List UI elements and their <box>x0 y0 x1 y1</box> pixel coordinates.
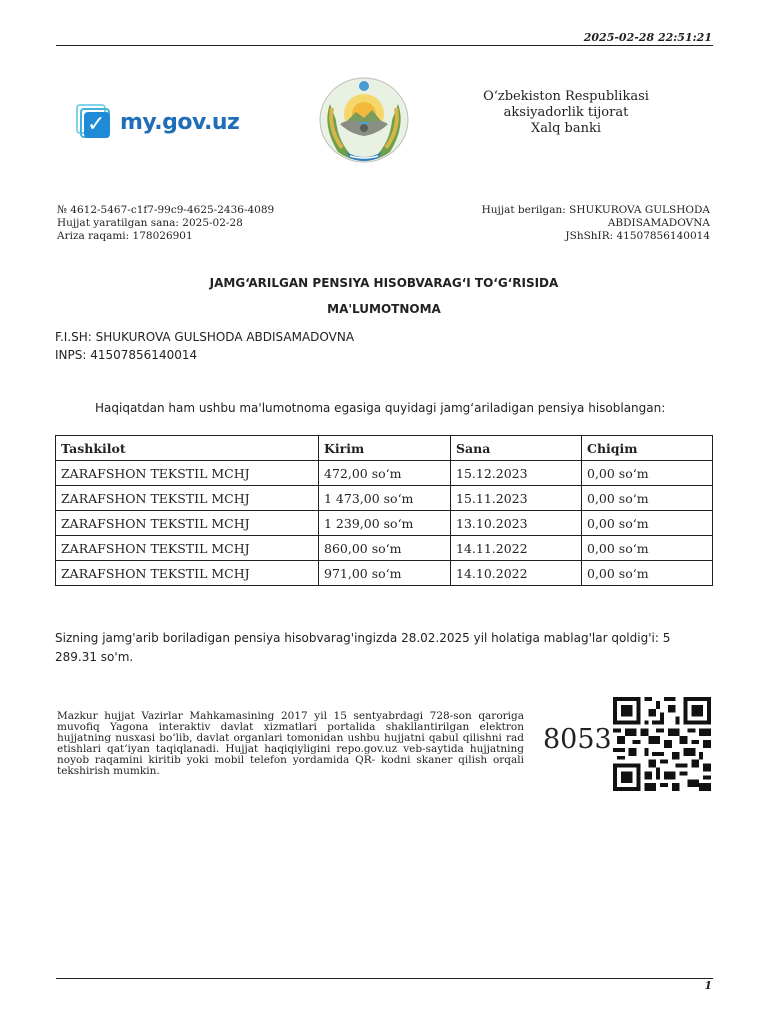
header-expense: Chiqim <box>582 436 713 461</box>
created-date: Hujjat yaratilgan sana: 2025-02-28 <box>57 217 243 229</box>
checkbox-icon: ✓ <box>76 104 112 140</box>
cell-date: 14.11.2022 <box>451 536 582 561</box>
state-emblem-icon <box>316 74 412 166</box>
cell-income: 1 473,00 so‘m <box>319 486 451 511</box>
bank-name <box>480 89 652 137</box>
cell-date: 14.10.2022 <box>451 561 582 586</box>
cell-organization: ZARAFSHON TEKSTIL MCHJ <box>56 511 319 536</box>
cell-date: 15.12.2023 <box>451 461 582 486</box>
bottom-divider <box>56 978 713 979</box>
bank-line-1: O‘zbekiston Respublikasi <box>483 89 649 104</box>
cell-date: 13.10.2023 <box>451 511 582 536</box>
cell-income: 472,00 so‘m <box>319 461 451 486</box>
intro-text: Haqiqatdan ham ushbu ma'lumotnoma egasiga quyidagi jamg‘ariladigan pensiya hisoblangan: <box>95 401 666 415</box>
bank-line-3: Xalq banki <box>530 121 602 136</box>
table-row <box>56 461 713 486</box>
cell-income: 860,00 so‘m <box>319 536 451 561</box>
cell-organization: ZARAFSHON TEKSTIL MCHJ <box>56 486 319 511</box>
header-income: Kirim <box>319 436 451 461</box>
header-organization: Tashkilot <box>56 436 319 461</box>
application-number: Ariza raqami: 178026901 <box>57 230 193 242</box>
full-name: F.I.SH: SHUKUROVA GULSHODA ABDISAMADOVNA <box>55 330 355 344</box>
pension-records-table <box>55 435 713 586</box>
top-divider <box>56 45 713 46</box>
cell-expense: 0,00 so‘m <box>582 511 713 536</box>
table-row <box>56 486 713 511</box>
bank-line-2: aksiyadorlik tijorat <box>503 105 629 120</box>
document-number: № 4612-5467-c1f7-99c9-4625-2436-4089 <box>57 204 275 216</box>
document-title: JAMG‘ARILGAN PENSIYA HISOBVARAG‘I TO‘G‘RISIDA <box>209 276 559 290</box>
legal-notice: Mazkur hujjat Vazirlar Mahkamasining 2017 yil 15 sentyabrdagi 728-son qaroriga muvofiq Yagona interaktiv davlat xizmatlari portalida shakllantirilgan elektron hujjatning nusxasi bo‘lib, davlat organlari tomonidan ushbu hujjatni qabul qilishni rad etishlari qat’iyan taqiqlanadi. Hujjat haqiqiyligini repo.gov.uz veb-saytida hujjatning noyob raqamini kiritib yoki mobil telefon yordamida QR- kodni skaner qilish orqali tekshirish mumkin. <box>57 710 524 777</box>
cell-organization: ZARAFSHON TEKSTIL MCHJ <box>56 561 319 586</box>
page-number: 1 <box>704 979 712 992</box>
issued-to-line-2: ABDISAMADOVNA <box>607 217 710 229</box>
jshshir: JShShIR: 41507856140014 <box>565 230 710 242</box>
cell-income: 971,00 so‘m <box>319 561 451 586</box>
table-row <box>56 536 713 561</box>
header-date: Sana <box>451 436 582 461</box>
table-row <box>56 511 713 536</box>
cell-expense: 0,00 so‘m <box>582 486 713 511</box>
table-row <box>56 561 713 586</box>
qr-code-icon <box>613 697 711 791</box>
cell-organization: ZARAFSHON TEKSTIL MCHJ <box>56 536 319 561</box>
document-meta <box>57 204 274 243</box>
document-timestamp: 2025-02-28 22:51:21 <box>583 31 712 44</box>
inps-number: INPS: 41507856140014 <box>55 348 198 362</box>
verification-code: 8053 <box>543 724 612 755</box>
logo-text: my.gov.uz <box>120 109 240 135</box>
mygov-logo <box>76 104 239 140</box>
balance-statement: Sizning jamg'arib boriladigan pensiya hisobvarag'ingizda 28.02.2025 yil holatiga mablag'lar qoldig'i: 5 289.31 so'm. <box>55 631 671 664</box>
cell-expense: 0,00 so‘m <box>582 536 713 561</box>
person-info <box>55 328 354 364</box>
cell-organization: ZARAFSHON TEKSTIL MCHJ <box>56 461 319 486</box>
issued-to-line-1: Hujjat berilgan: SHUKUROVA GULSHODA <box>481 204 710 216</box>
recipient-meta <box>482 204 710 243</box>
cell-expense: 0,00 so‘m <box>582 561 713 586</box>
cell-expense: 0,00 so‘m <box>582 461 713 486</box>
document-subtitle: MA'LUMOTNOMA <box>327 302 441 316</box>
cell-income: 1 239,00 so‘m <box>319 511 451 536</box>
cell-date: 15.11.2023 <box>451 486 582 511</box>
table-header-row <box>56 436 713 461</box>
